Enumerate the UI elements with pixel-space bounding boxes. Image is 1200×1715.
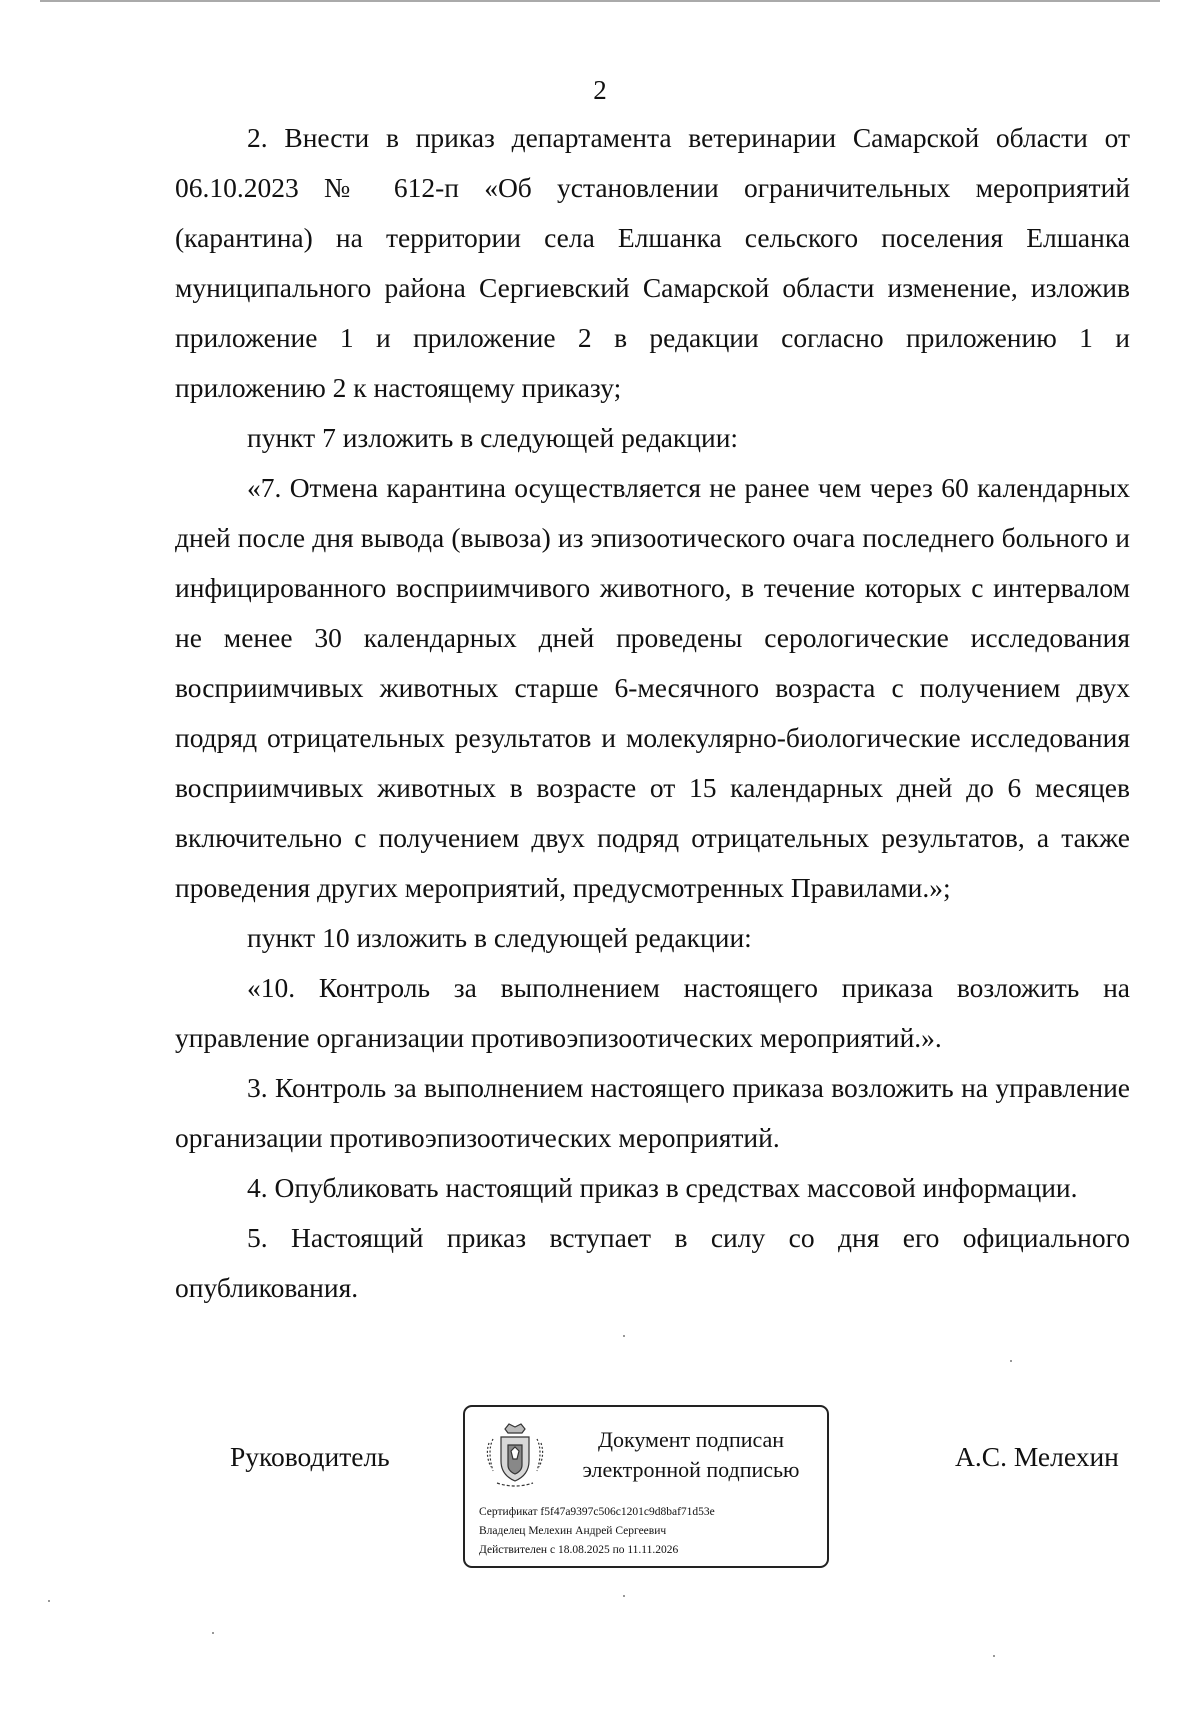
signature-block bbox=[0, 1403, 1200, 1573]
stamp-validity: Действителен с 18.08.2025 по 11.11.2026 bbox=[479, 1544, 679, 1556]
paragraph-effective: 5. Настоящий приказ вступает в силу со дня его официального опубликования. bbox=[175, 1222, 1130, 1303]
stamp-details bbox=[479, 1503, 819, 1560]
scan-speck bbox=[623, 1335, 625, 1337]
scan-speck bbox=[993, 1655, 995, 1657]
paragraph-item7-text: «7. Отмена карантина осуществляется не ранее чем через 60 календарных дней после дня вывода (вывоза) из эпизоотического очага последнего больного и инфицированного восприимчивого животного, в течение которых с интервалом не менее 30 календарных дней проведены серологические исследования восприимчивых животных старше 6-месячного возраста с получением двух подряд отрицательных результатов и молекулярно-биологические исследования восприимчивых животных в возрасте от 15 календарных дней до 6 месяцев включительно с получением двух подряд отрицательных результатов, а также проведения других мероприятий, предусмотренных Правилами.»; bbox=[175, 472, 1130, 903]
scan-speck bbox=[48, 1600, 50, 1602]
samara-coat-of-arms-icon bbox=[483, 1421, 547, 1491]
stamp-heading bbox=[561, 1425, 821, 1485]
signer-name: А.С. Мелехин bbox=[955, 1441, 1119, 1472]
page-number: 2 bbox=[593, 75, 607, 105]
scan-speck bbox=[623, 1595, 625, 1597]
scan-top-edge bbox=[40, 0, 1160, 2]
document-body bbox=[175, 113, 1130, 1313]
paragraph-item7-intro: пункт 7 изложить в следующей редакции: bbox=[247, 422, 739, 453]
stamp-line-2: электронной подписью bbox=[582, 1457, 800, 1482]
signer-position: Руководитель bbox=[230, 1441, 390, 1472]
paragraph-item10-intro: пункт 10 изложить в следующей редакции: bbox=[247, 922, 752, 953]
paragraph-amend-order: 2. Внести в приказ департамента ветеринарии Самарской области от 06.10.2023 № 612-п «Об установлении ограничительных мероприятий (карантина) на территории села Елшанка сельского поселения Елшанка муниципального района Сергиевский Самарской области изменение, изложив приложение 1 и приложение 2 в редакции согласно приложению 1 и приложению 2 к настоящему приказу; bbox=[175, 122, 1130, 403]
stamp-owner: Владелец Мелехин Андрей Сергеевич bbox=[479, 1525, 667, 1537]
stamp-certificate: Сертификат f5f47a9397c506c1201c9d8baf71d53e bbox=[479, 1506, 715, 1518]
paragraph-control: 3. Контроль за выполнением настоящего приказа возложить на управление организации противоэпизоотических мероприятий. bbox=[175, 1072, 1130, 1153]
electronic-signature-stamp bbox=[463, 1405, 829, 1568]
paragraph-publish: 4. Опубликовать настоящий приказ в средствах массовой информации. bbox=[247, 1172, 1078, 1203]
paragraph-item10-text: «10. Контроль за выполнением настоящего приказа возложить на управление организации противоэпизоотических мероприятий.». bbox=[175, 972, 1130, 1053]
scan-speck bbox=[212, 1632, 214, 1634]
scan-speck bbox=[1010, 1360, 1012, 1362]
stamp-line-1: Документ подписан bbox=[597, 1427, 785, 1452]
